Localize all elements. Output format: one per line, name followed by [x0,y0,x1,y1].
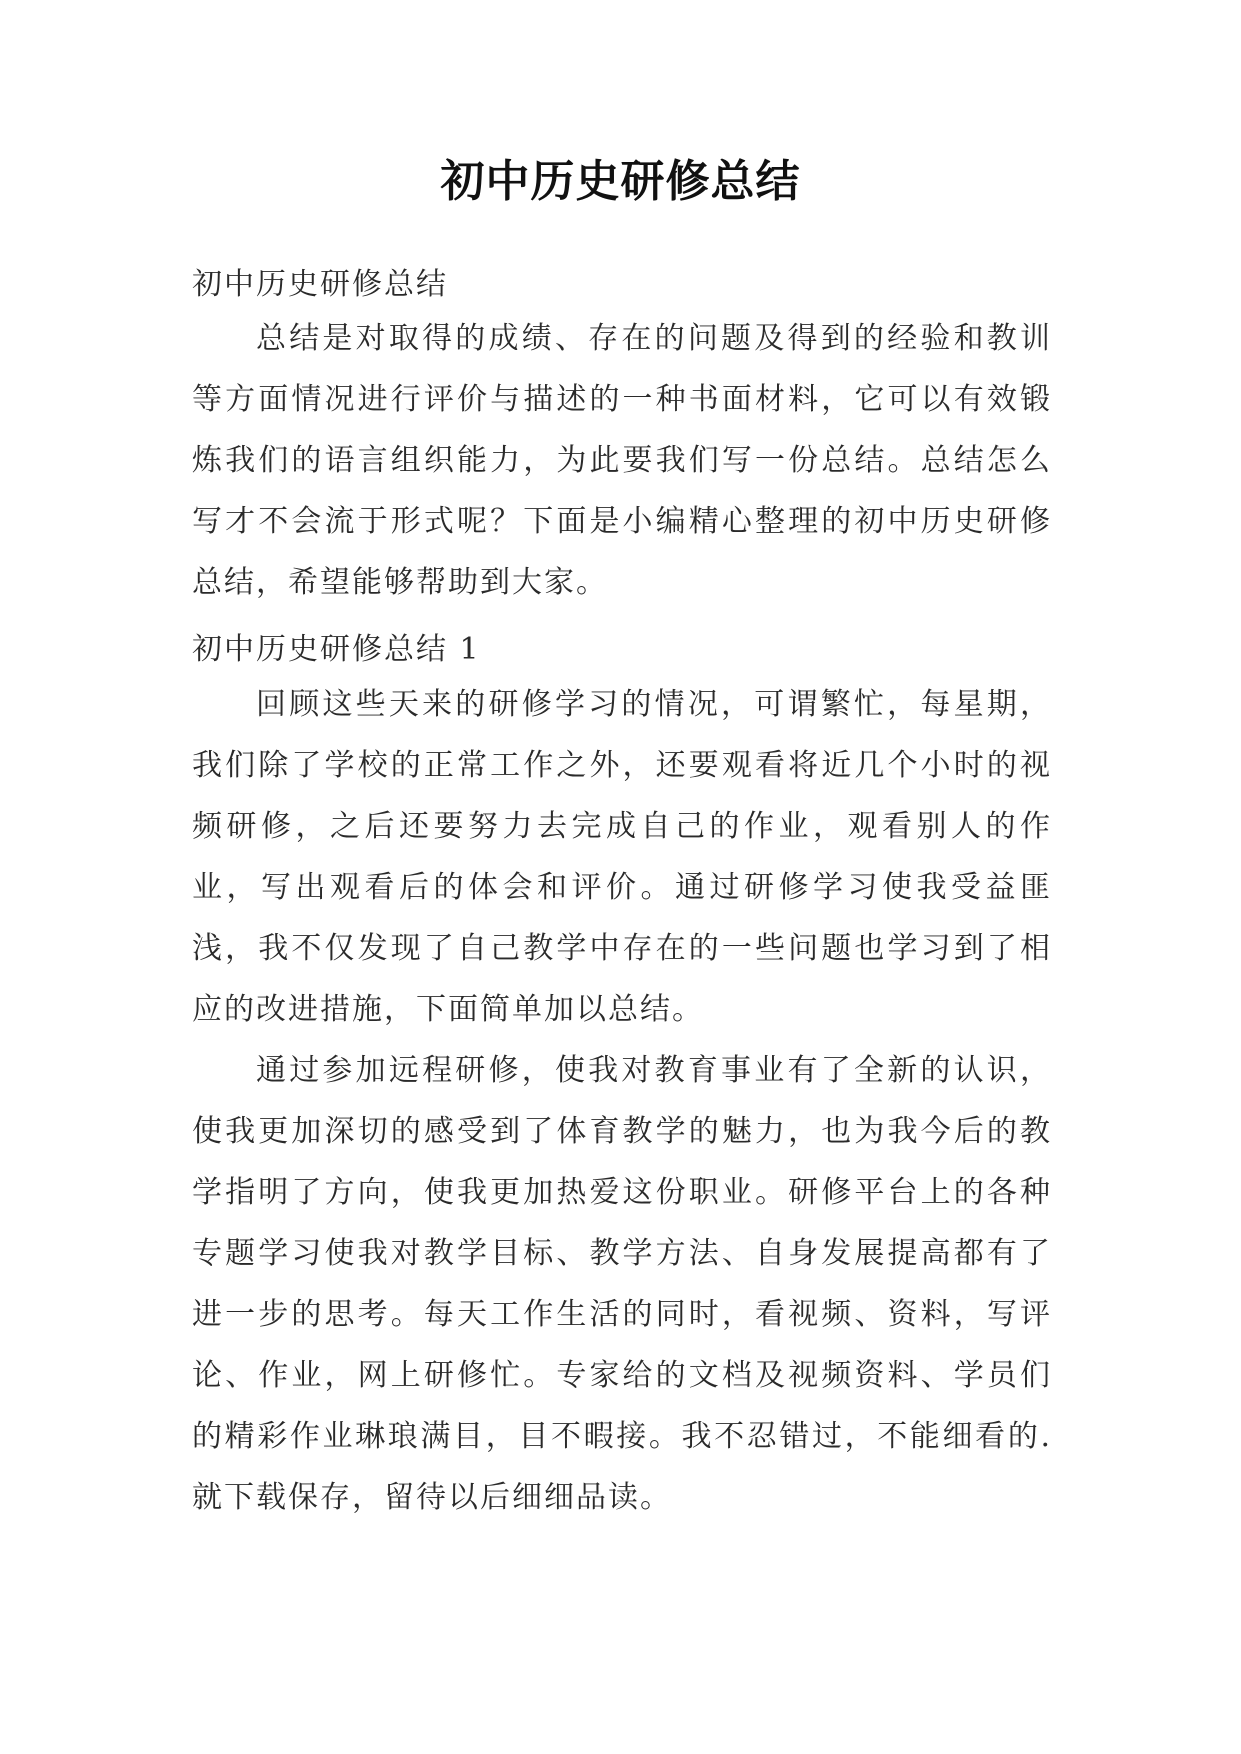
document-title: 初中历史研修总结 [440,156,801,207]
section-1-body [192,674,1052,1528]
intro-section [192,308,1052,613]
intro-paragraph: 总结是对取得的成绩、存在的问题及得到的经验和教训等方面情况进行评价与描述的一种书面材料，它可以有效锻炼我们的语言组织能力，为此要我们写一份总结。总结怎么写才不会流于形式呢？下面是小编精心整理的初中历史研修总结，希望能够帮助到大家。 [192,321,1052,600]
section-1-paragraph-1: 回顾这些天来的研修学习的情况，可谓繁忙，每星期，我们除了学校的正常工作之外，还要观看将近几个小时的视频研修，之后还要努力去完成自己的作业，观看别人的作业，写出观看后的体会和评价。通过研修学习使我受益匪浅，我不仅发现了自己教学中存在的一些问题也学习到了相应的改进措施，下面简单加以总结。 [192,687,1052,1027]
intro-heading: 初中历史研修总结 [192,267,448,302]
section-1-paragraph-2: 通过参加远程研修，使我对教育事业有了全新的认识，使我更加深切的感受到了体育教学的魅力，也为我今后的教学指明了方向，使我更加热爱这份职业。研修平台上的各种专题学习使我对教学目标、教学方法、自身发展提高都有了进一步的思考。每天工作生活的同时，看视频、资料，写评论、作业，网上研修忙。专家给的文档及视频资料、学员们的精彩作业琳琅满目，目不暇接。我不忍错过，不能细看的.就下载保存，留待以后细细品读。 [192,1053,1052,1515]
section-1-heading: 初中历史研修总结 1 [192,632,481,667]
